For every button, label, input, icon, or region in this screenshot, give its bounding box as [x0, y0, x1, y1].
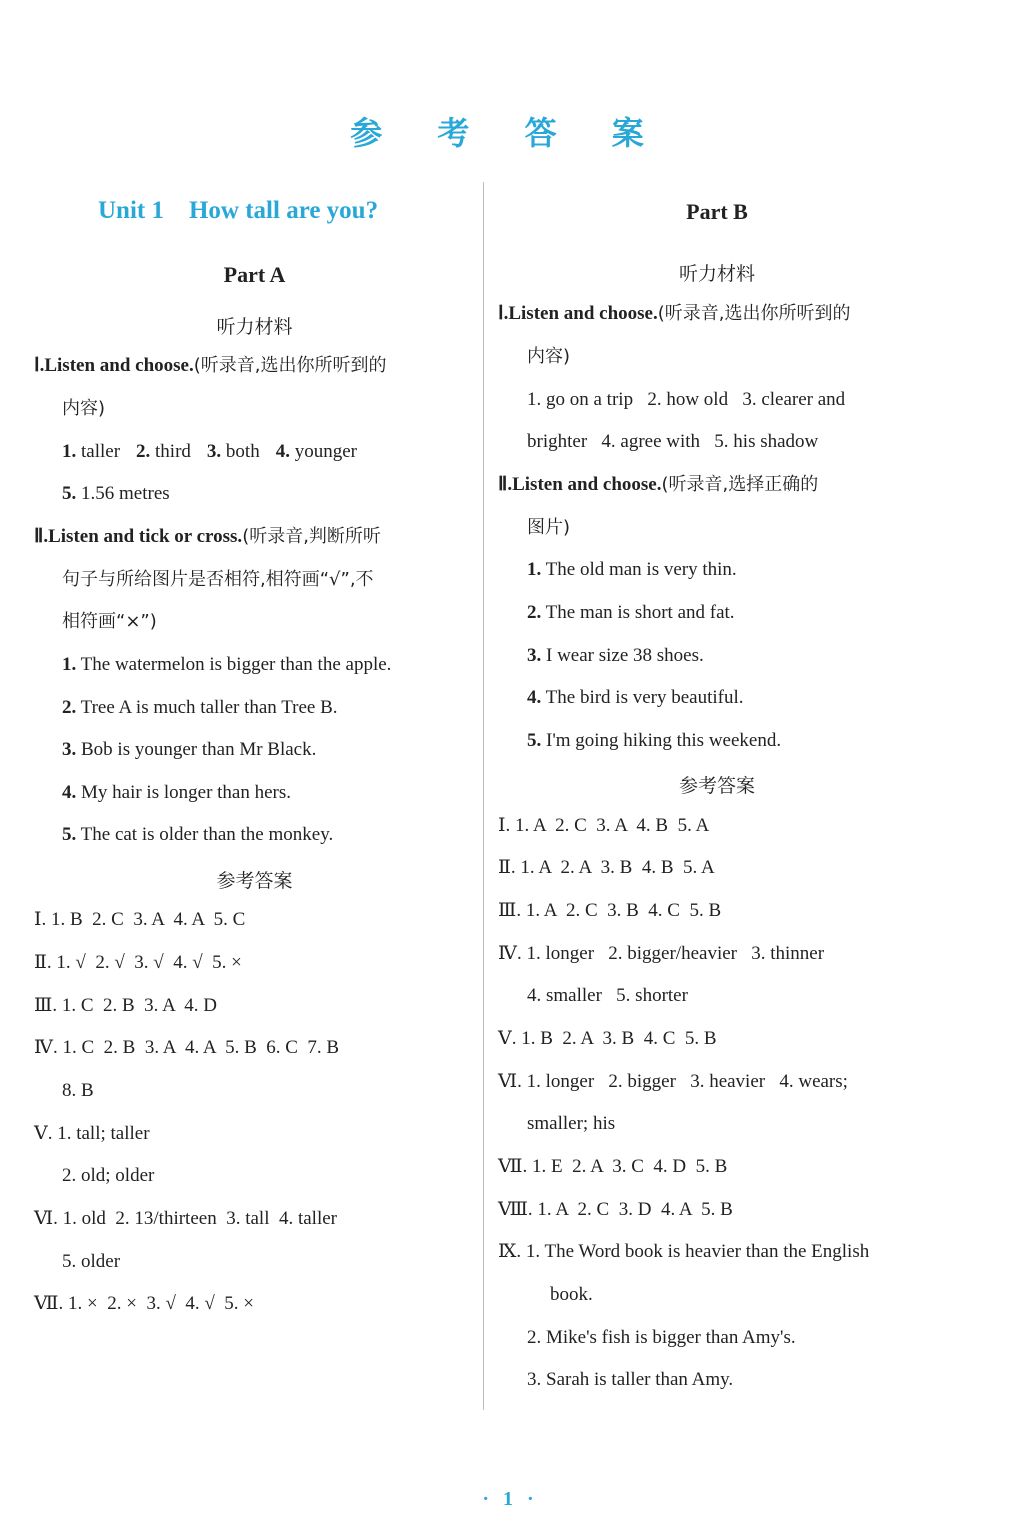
section-title-en: Listen and choose. [508, 303, 658, 324]
item-number: 4. [62, 782, 77, 803]
item-text: The man is short and fat. [541, 602, 735, 623]
answer-row: Ⅷ. 1. A 2. C 3. D 4. A 5. B [498, 1199, 733, 1220]
section-title-en: Listen and choose. [44, 355, 194, 376]
list-item [62, 737, 316, 763]
list-item [527, 600, 735, 626]
page-title: 参 考 答 案 [350, 114, 666, 152]
answer-row: smaller; his [527, 1113, 616, 1134]
list-item [62, 780, 291, 806]
left-s2-title-cont2: 相符画“×”) [62, 611, 157, 632]
section-title-cn: (听录音,选出你所听到的 [657, 303, 851, 324]
answer-row: Ⅱ. 1. √ 2. √ 3. √ 4. √ 5. × [34, 952, 242, 973]
item-text: I'm going hiking this weekend. [541, 730, 782, 751]
list-item [527, 685, 744, 711]
answer-row: Ⅰ. 1. B 2. C 3. A 4. A 5. C [34, 909, 246, 930]
answer-row: 5. older [62, 1251, 121, 1272]
right-s1-row2: brighter 4. agree with 5. his shadow [527, 431, 819, 452]
item-text: Tree A is much taller than Tree B. [76, 697, 338, 718]
answer-row: Ⅳ. 1. longer 2. bigger/heavier 3. thinner [498, 943, 825, 964]
right-s2-title [498, 472, 818, 498]
answer-row: Ⅲ. 1. A 2. C 3. B 4. C 5. B [498, 900, 722, 921]
answer-row: Ⅴ. 1. B 2. A 3. B 4. C 5. B [498, 1028, 717, 1049]
answer-row: Ⅴ. 1. tall; taller [34, 1123, 150, 1144]
answer-row: Ⅵ. 1. old 2. 13/thirteen 3. tall 4. taller [34, 1208, 337, 1229]
item-text: 1.56 metres [76, 483, 170, 504]
list-item [527, 557, 737, 583]
dot: · [482, 1488, 489, 1510]
item-number: 3. [62, 739, 77, 760]
item-number: 4. [527, 687, 542, 708]
item-number: 5. [62, 824, 77, 845]
item-text: The bird is very beautiful. [541, 687, 744, 708]
answer-row: 2. old; older [62, 1165, 155, 1186]
item-number: 1. [62, 654, 77, 675]
roman-numeral: Ⅱ. [34, 526, 49, 547]
answer-row: 2. Mike's fish is bigger than Amy's. [527, 1327, 796, 1348]
list-item [62, 695, 338, 721]
item-number: 2. [62, 697, 77, 718]
left-s2-title [34, 524, 381, 550]
answer-row: Ⅶ. 1. × 2. × 3. √ 4. √ 5. × [34, 1293, 255, 1314]
item-text: I wear size 38 shoes. [541, 645, 704, 666]
item-number: 1. [62, 441, 77, 462]
item-number: 2. [136, 441, 151, 462]
item-number: 3. [206, 441, 222, 462]
right-s1-title-cont: 内容) [527, 346, 571, 367]
right-s1-row1: 1. go on a trip 2. how old 3. clearer and [527, 389, 846, 410]
part-b-title: Part B [686, 199, 748, 224]
item-text: The watermelon is bigger than the apple. [76, 654, 392, 675]
answer-row: Ⅲ. 1. C 2. B 3. A 4. D [34, 995, 218, 1016]
item-text: taller [76, 441, 121, 462]
item-number: 2. [527, 602, 542, 623]
left-s1-title-cont: 内容) [62, 398, 106, 419]
answer-row: 3. Sarah is taller than Amy. [527, 1369, 734, 1390]
roman-numeral: Ⅰ. [498, 303, 509, 324]
item-number: 5. [62, 483, 77, 504]
left-s1-row2 [62, 481, 170, 507]
item-number: 1. [527, 559, 542, 580]
list-item [62, 822, 333, 848]
left-s1-title [34, 353, 387, 379]
section-title-cn: (听录音,选出你所听到的 [193, 355, 387, 376]
right-answers-heading: 参考答案 [678, 775, 755, 797]
item-text: The cat is older than the monkey. [76, 824, 334, 845]
item-text: The old man is very thin. [541, 559, 737, 580]
unit-title: Unit 1 How tall are you? [98, 197, 379, 224]
answer-row: Ⅱ. 1. A 2. A 3. B 4. B 5. A [498, 857, 715, 878]
answer-row: Ⅵ. 1. longer 2. bigger 3. heavier 4. wears; [498, 1071, 848, 1092]
section-title-cn: (听录音,判断所听 [242, 526, 381, 547]
page-number [0, 1488, 1016, 1511]
answer-row: book. [550, 1284, 593, 1305]
section-title-en: Listen and tick or cross. [48, 526, 243, 547]
item-text: both [221, 441, 260, 462]
answer-row: Ⅶ. 1. E 2. A 3. C 4. D 5. B [498, 1156, 728, 1177]
left-s1-row1 [62, 439, 357, 465]
item-number: 4. [275, 441, 290, 462]
answer-row: Ⅳ. 1. C 2. B 3. A 4. A 5. B 6. C 7. B [34, 1037, 340, 1058]
item-number: 3. [527, 645, 542, 666]
dot: · [527, 1488, 534, 1510]
right-s2-title-cont: 图片) [527, 517, 571, 538]
right-listening-heading: 听力材料 [678, 263, 755, 285]
item-text: third [150, 441, 191, 462]
page-number-value: 1 [503, 1488, 513, 1510]
part-a-title: Part A [223, 262, 286, 287]
item-text: Bob is younger than Mr Black. [76, 739, 317, 760]
answer-row: 4. smaller 5. shorter [527, 985, 688, 1006]
answer-row: Ⅰ. 1. A 2. C 3. A 4. B 5. A [498, 815, 710, 836]
left-s2-title-cont: 句子与所给图片是否相符,相符画“√”,不 [62, 569, 374, 590]
section-title-en: Listen and choose. [512, 474, 662, 495]
column-divider [483, 182, 484, 1410]
item-text: My hair is longer than hers. [76, 782, 292, 803]
answer-row: Ⅸ. 1. The Word book is heavier than the English [498, 1241, 870, 1262]
roman-numeral: Ⅱ. [498, 474, 513, 495]
list-item [527, 728, 781, 754]
list-item [527, 643, 704, 669]
roman-numeral: Ⅰ. [34, 355, 45, 376]
answer-row: 8. B [62, 1080, 94, 1101]
right-s1-title [498, 301, 851, 327]
item-number: 5. [527, 730, 542, 751]
left-listening-heading: 听力材料 [216, 316, 293, 338]
left-answers-heading: 参考答案 [216, 870, 293, 892]
section-title-cn: (听录音,选择正确的 [661, 474, 819, 495]
list-item [62, 652, 391, 678]
item-text: younger [289, 441, 357, 462]
